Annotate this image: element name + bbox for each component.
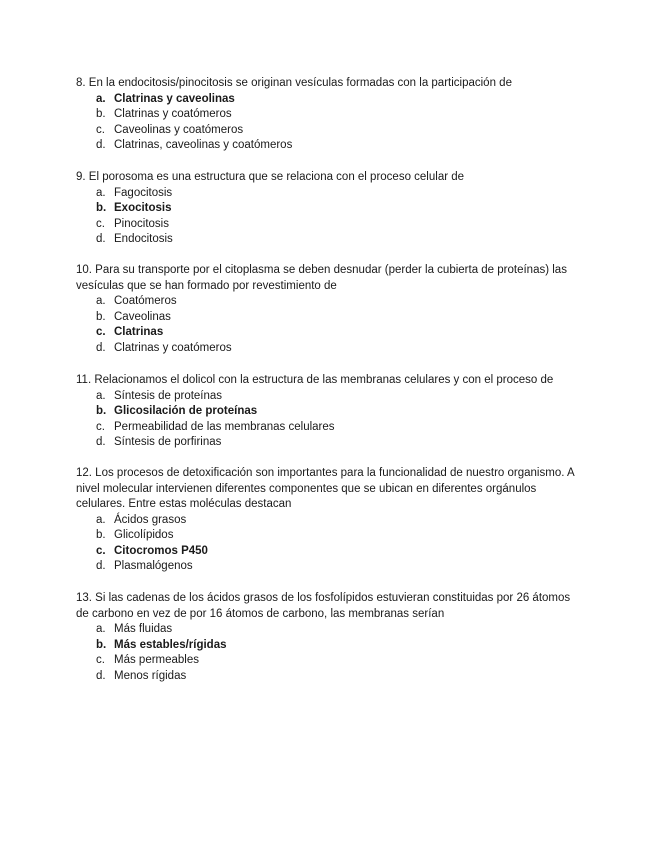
option-letter: d. [96,233,106,245]
option-c [76,217,576,233]
option-text: Clatrinas y coatómeros [114,108,232,120]
question-9 [76,170,576,248]
question-11 [76,373,576,451]
option-letter: a. [96,513,106,526]
option-list [76,186,576,248]
question-12 [76,466,576,575]
option-text: Endocitosis [114,233,173,245]
option-c [76,653,576,669]
question-text: 10. Para su transporte por el citoplasma se deben desnudar (perder la cubierta de proteínas) las vesículas que se han formado por revestimiento de [76,264,567,292]
option-list [76,622,576,684]
option-text: Caveolinas y coatómeros [114,123,244,136]
option-letter: b. [96,108,106,120]
option-letter: d. [96,341,106,354]
option-letter: a. [96,295,106,307]
option-b [76,107,576,123]
option-letter: a. [96,623,106,635]
option-letter: d. [96,669,106,682]
option-c [76,123,576,139]
option-b [76,404,576,420]
option-text: Glicolípidos [114,529,174,541]
option-d [76,138,576,154]
option-c [76,544,576,560]
option-text: Permeabilidad de las membranas celulares [114,420,335,433]
option-d [76,435,576,451]
option-text: Plasmalógenos [114,560,193,572]
option-list [76,92,576,154]
question-text: 8. En la endocitosis/pinocitosis se originan vesículas formadas con la participación de [76,77,512,89]
option-a [76,622,576,638]
option-letter: c. [96,123,105,136]
option-letter: a. [96,186,106,199]
option-text: Menos rígidas [114,669,187,682]
option-letter: d. [96,560,106,572]
question-text: 11. Relacionamos el dolicol con la estructura de las membranas celulares y con el proceso de [76,374,554,386]
option-text: Ácidos grasos [114,513,187,526]
option-b [76,638,576,654]
option-a [76,513,576,529]
option-text: Clatrinas y caveolinas [114,92,235,105]
option-letter: c. [96,420,105,433]
option-letter: c. [96,544,106,557]
question-text: 13. Si las cadenas de los ácidos grasos de los fosfolípidos estuvieran constituidas por 26 átomos de carbono en vez de por 16 átomos de carbono, las membranas serían [76,592,571,620]
option-c [76,420,576,436]
option-letter: b. [96,405,107,417]
option-letter: a. [96,389,106,402]
option-list [76,389,576,451]
option-text: Más estables/rígidas [114,638,227,651]
option-letter: a. [96,92,106,105]
option-d [76,232,576,248]
option-letter: c. [96,217,105,230]
option-letter: d. [96,436,106,448]
question-10 [76,263,576,356]
question-text: 9. El porosoma es una estructura que se relaciona con el proceso celular de [76,171,465,183]
question-13 [76,591,576,684]
option-letter: d. [96,139,106,151]
option-d [76,559,576,575]
option-text: Citocromos P450 [114,544,208,557]
option-text: Clatrinas [114,326,164,338]
option-text: Coatómeros [114,295,177,307]
option-a [76,389,576,405]
option-text: Síntesis de porfirinas [114,436,222,448]
option-text: Más fluidas [114,623,173,635]
option-text: Caveolinas [114,310,171,323]
option-a [76,186,576,202]
option-b [76,310,576,326]
option-text: Exocitosis [114,202,172,214]
option-a [76,294,576,310]
option-letter: c. [96,654,105,666]
option-c [76,325,576,341]
option-text: Síntesis de proteínas [114,389,223,402]
option-letter: b. [96,529,106,541]
option-text: Más permeables [114,654,200,666]
option-d [76,341,576,357]
option-letter: b. [96,310,106,323]
option-b [76,528,576,544]
option-text: Clatrinas y coatómeros [114,341,232,354]
option-list [76,513,576,575]
option-letter: b. [96,638,107,651]
option-b [76,201,576,217]
option-text: Glicosilación de proteínas [114,405,258,417]
option-text: Pinocitosis [114,217,169,230]
option-letter: c. [96,326,106,338]
option-list [76,294,576,356]
question-text: 12. Los procesos de detoxificación son importantes para la funcionalidad de nuestro organismo. A nivel molecular intervienen diferentes componentes que se ubican en diferentes orgánulos celulares. Entre estas moléculas destacan [76,467,575,510]
option-d [76,669,576,685]
option-text: Fagocitosis [114,186,173,199]
option-text: Clatrinas, caveolinas y coatómeros [114,139,293,151]
option-letter: b. [96,202,107,214]
option-a [76,92,576,108]
question-8 [76,76,576,154]
